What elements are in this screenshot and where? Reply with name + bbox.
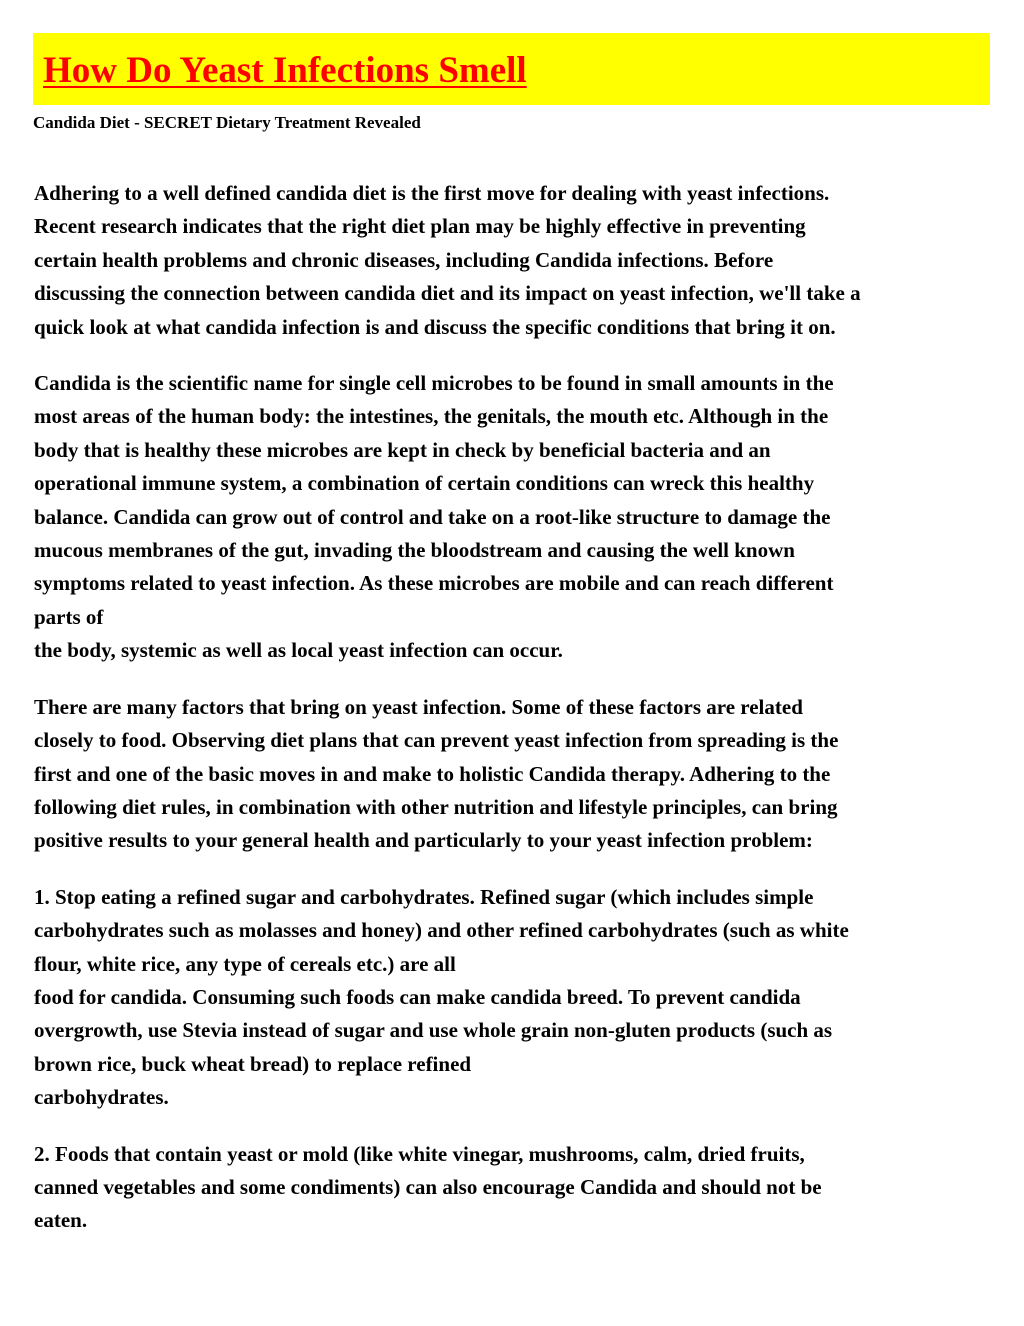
text-line: most areas of the human body: the intestines, the genitals, the mouth etc. Although in the (34, 404, 829, 429)
text-line: symptoms related to yeast infection. As these microbes are mobile and can reach different (34, 571, 834, 596)
paragraph-rule-1 (34, 881, 990, 1115)
text-line: following diet rules, in combination with other nutrition and lifestyle principles, can bring (34, 794, 838, 819)
text-line: flour, white rice, any type of cereals etc.) are all (34, 951, 456, 976)
text-line: carbohydrates such as molasses and honey) and other refined carbohydrates (such as white (34, 918, 849, 943)
text-line: balance. Candida can grow out of control and take on a root-like structure to damage the (34, 504, 831, 529)
text-line: quick look at what candida infection is and discuss the specific conditions that bring it on. (34, 314, 836, 339)
paragraph-intro (34, 177, 990, 344)
article-body (34, 177, 990, 1261)
title-banner (33, 33, 990, 105)
paragraph-candida-definition (34, 367, 990, 668)
paragraph-factors (34, 691, 990, 858)
text-line: overgrowth, use Stevia instead of sugar and use whole grain non-gluten products (such as (34, 1018, 833, 1043)
text-line: food for candida. Consuming such foods can make candida breed. To prevent candida (34, 984, 801, 1009)
text-line: 1. Stop eating a refined sugar and carbohydrates. Refined sugar (which includes simple (34, 884, 814, 909)
text-line: Recent research indicates that the right diet plan may be highly effective in preventing (34, 214, 806, 239)
text-line: body that is healthy these microbes are kept in check by beneficial bacteria and an (34, 437, 771, 462)
text-line: first and one of the basic moves in and make to holistic Candida therapy. Adhering to the (34, 761, 831, 786)
page-subtitle: Candida Diet - SECRET Dietary Treatment Revealed (33, 113, 421, 132)
text-line: the body, systemic as well as local yeast infection can occur. (34, 638, 563, 663)
text-line: discussing the connection between candida diet and its impact on yeast infection, we'll take a (34, 281, 861, 306)
text-line: There are many factors that bring on yeast infection. Some of these factors are related (34, 694, 803, 719)
paragraph-rule-2 (34, 1138, 990, 1238)
text-line: parts of (34, 604, 104, 629)
text-line: closely to food. Observing diet plans that can prevent yeast infection from spreading is the (34, 728, 839, 753)
text-line: Adhering to a well defined candida diet is the first move for dealing with yeast infections. (34, 181, 830, 205)
text-line: positive results to your general health and particularly to your yeast infection problem: (34, 828, 813, 853)
text-line: eaten. (34, 1208, 88, 1233)
text-line: operational immune system, a combination of certain conditions can wreck this healthy (34, 471, 815, 496)
text-line: carbohydrates. (34, 1085, 169, 1110)
page-title-link[interactable]: How Do Yeast Infections Smell (43, 50, 527, 91)
text-line: canned vegetables and some condiments) can also encourage Candida and should not be (34, 1174, 822, 1199)
text-line: Candida is the scientific name for single cell microbes to be found in small amounts in the (34, 371, 834, 396)
text-line: mucous membranes of the gut, invading the bloodstream and causing the well known (34, 538, 795, 563)
text-line: 2. Foods that contain yeast or mold (like white vinegar, mushrooms, calm, dried fruits, (34, 1141, 805, 1166)
text-line: certain health problems and chronic diseases, including Candida infections. Before (34, 247, 774, 272)
text-line: brown rice, buck wheat bread) to replace refined (34, 1051, 472, 1076)
